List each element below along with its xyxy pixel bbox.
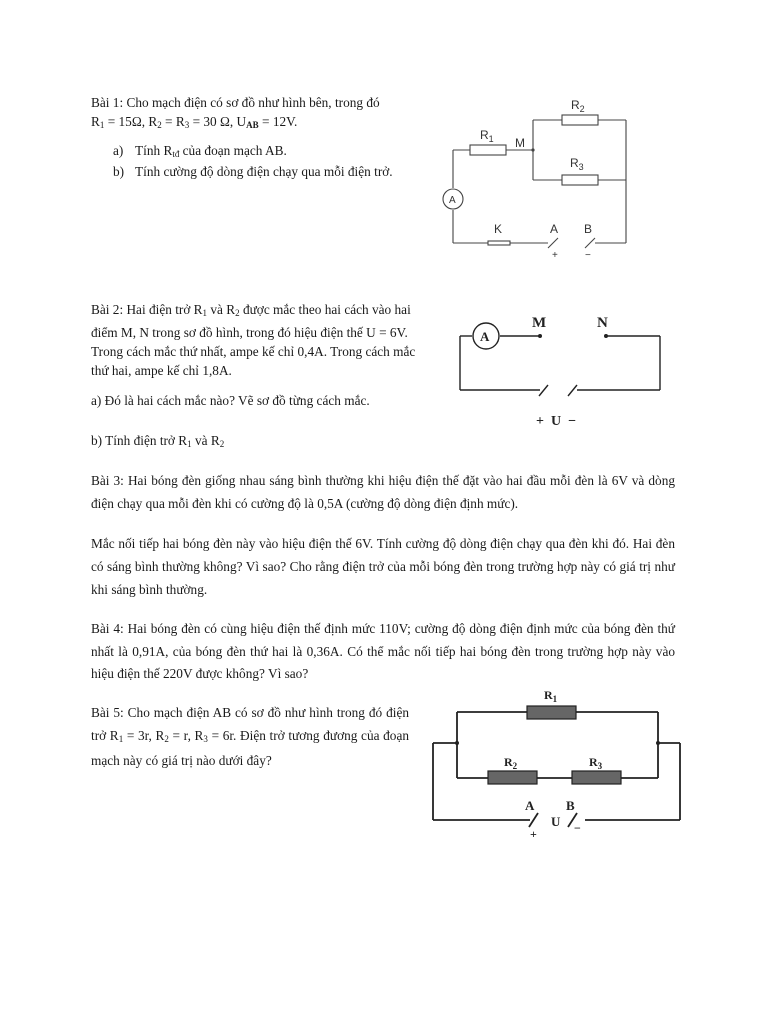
bai2-question-a: a) Đó là hai cách mắc nào? Vẽ sơ đồ từng cách mắc. <box>91 393 370 408</box>
bai2-label-u: + U − <box>536 414 577 429</box>
bai1-label-r2: $R_2$ <box>571 98 585 114</box>
bai2-ammeter-label: A <box>480 329 490 344</box>
bai5-label-r3: $R_3$ <box>589 755 603 771</box>
bai1-label-plus: + <box>552 250 558 261</box>
bai1-label-a: A <box>550 222 559 236</box>
bai5-resistor-r2 <box>488 771 537 784</box>
bai2-label-n: N <box>597 315 608 331</box>
bai2-text: Bài 2: Hai điện trở $R_1$ và $R_2$ được mắc theo hai cách vào hai điểm M, N trong sơ đồ hình, trong đó hiệu điện thế U = 6V. Trong cách mắc thứ nhất, ampe kế chỉ 0,4A. Trong cách mắc thứ hai, ampe kế chỉ 1,8A. <box>91 302 416 378</box>
bai5-label-minus: − <box>574 821 581 835</box>
bai5-label-a: A <box>525 798 535 813</box>
bai2-label-m: M <box>532 315 547 331</box>
bai1-question-b: b) Tính cường độ dòng điện chạy qua mỗi điện trở. <box>113 164 393 179</box>
bai3-paragraph-2: Mắc nối tiếp hai bóng đèn này vào hiệu điện thế 6V. Tính cường độ dòng điện chạy qua đèn khi đó. Hai đèn có sáng bình thường không? Vì sao? Cho rằng điện trở của mỗi bóng đèn trong trường hợp này có giá trị như khi sáng bình thường. <box>91 536 675 597</box>
bai5-label-r2: $R_2$ <box>504 755 518 771</box>
bai1-label-r3: $R_3$ <box>570 156 584 172</box>
bai4-paragraph: Bài 4: Hai bóng đèn có cùng hiệu điện thế định mức 110V; cường độ dòng điện định mức của bóng đèn thứ nhất là 0,91A, của bóng đèn thứ hai là 0,36A. Có thể mắc nối tiếp hai bóng đèn trong trường hợp này vào hiệu điện thế 220V được không? Vì sao? <box>91 621 675 681</box>
bai5-label-u: U <box>551 814 561 829</box>
bai1-label-m: M <box>515 136 525 150</box>
bai1-line2: $R_1 = 15\Omega$, $R_2 = R_3 = 30$ Ω, $U_{AB} = 12V$. <box>91 114 298 130</box>
bai5-resistor-r1 <box>527 706 576 719</box>
bai5-label-plus: + <box>530 827 537 841</box>
bai2-question-b: b) Tính điện trở $R_1$ và $R_2$ <box>91 433 225 449</box>
bai1-question-a: a) Tính $R_{tđ}$ của đoạn mạch AB. <box>113 143 287 159</box>
bai1-label-minus: − <box>585 250 591 261</box>
bai5-label-r1: $R_1$ <box>544 688 558 704</box>
bai3-paragraph-1: Bài 3: Hai bóng đèn giống nhau sáng bình thường khi hiệu điện thế đặt vào hai đầu mỗi đèn là 6V và dòng điện chạy qua mỗi đèn khi có cường độ là 0,5A (cường độ dòng điện định mức). <box>91 473 675 511</box>
bai5-label-b: B <box>566 798 575 813</box>
bai5-resistor-r3 <box>572 771 621 784</box>
bai1-ammeter-label: A <box>449 195 456 206</box>
bai1-label-r1: $R_1$ <box>480 128 494 144</box>
bai1-label-k: K <box>494 222 503 236</box>
bai1-label-b: B <box>584 222 593 236</box>
bai5-text: Bài 5: Cho mạch điện AB có sơ đồ như hình trong đó điện trở $R_1 = 3r$, $R_2 = r$, $R_3 = 6r$. Điện trở tương đương của đoạn mạch này có giá trị nào dưới đây? <box>91 705 409 768</box>
bai1-line1: Bài 1: Cho mạch điện có sơ đồ như hình bên, trong đó <box>91 95 380 110</box>
